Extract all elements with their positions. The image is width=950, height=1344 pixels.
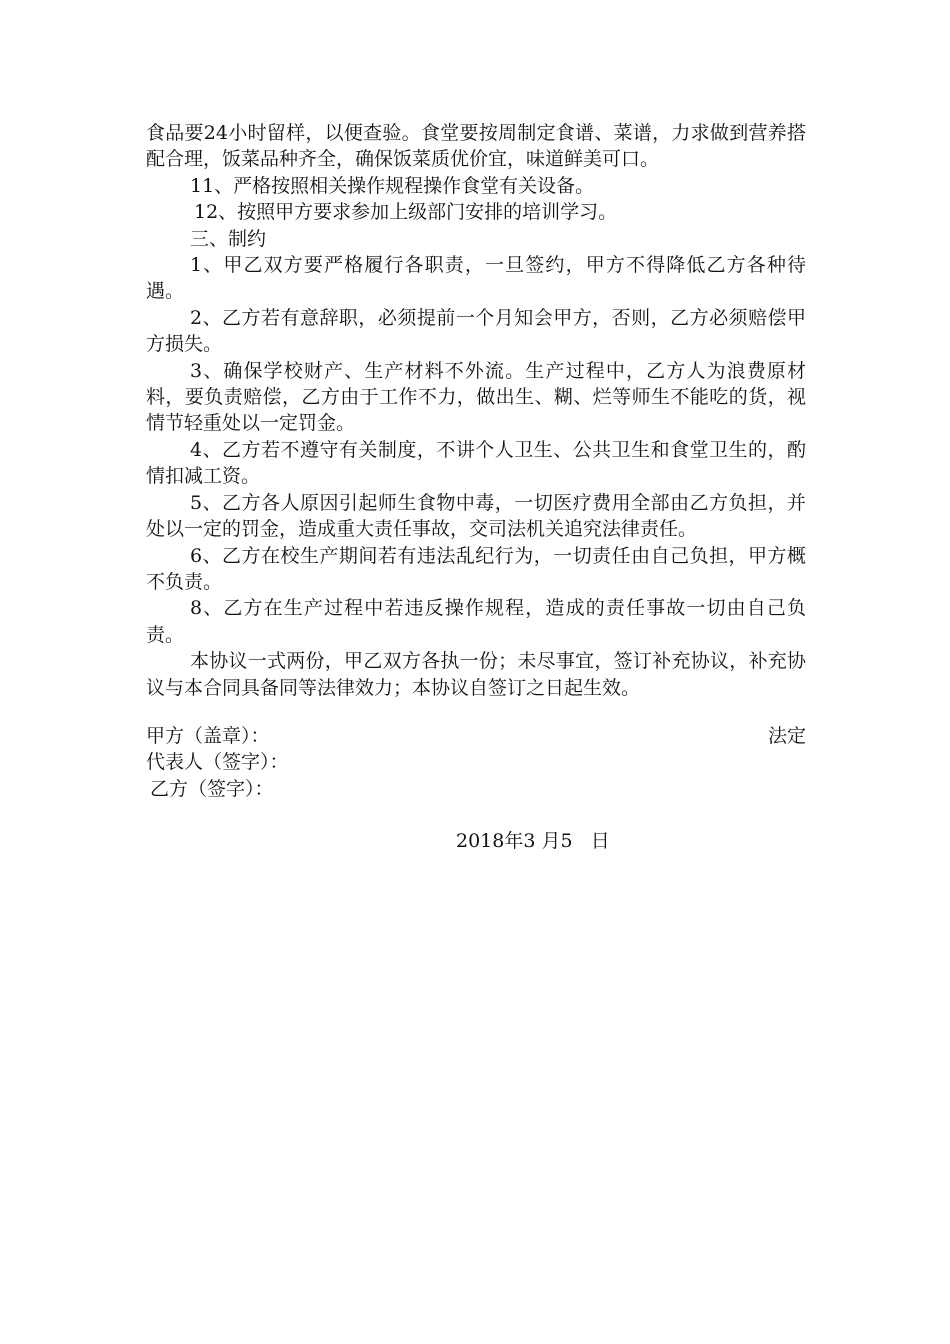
signature-block <box>146 723 806 802</box>
paragraph: 4、乙方若不遵守有关制度，不讲个人卫生、公共卫生和食堂卫生的，酌情扣减工资。 <box>146 438 806 488</box>
document-body <box>146 120 806 701</box>
signing-date: 2018年3 月5 日 <box>456 830 610 853</box>
paragraph: 食品要24小时留样，以便查验。食堂要按周制定食谱、菜谱，力求做到营养搭配合理，饭菜品种齐全，确保饭菜质优价宜，味道鲜美可口。 <box>146 122 806 171</box>
party-a-seal-label: 甲方（盖章）： <box>146 724 270 747</box>
party-b-sign-label: 乙方（签字）： <box>150 777 274 800</box>
paragraph: 5、乙方各人原因引起师生食物中毒，一切医疗费用全部由乙方负担，并处以一定的罚金，造成重大责任事故，交司法机关追究法律责任。 <box>146 491 806 541</box>
paragraph: 11、严格按照相关操作规程操作食堂有关设备。 <box>190 174 595 197</box>
paragraph: 1、甲乙双方要严格履行各职责，一旦签约，甲方不得降低乙方各种待遇。 <box>146 254 806 303</box>
document-page <box>146 120 806 855</box>
legal-rep-prefix: 法定 <box>767 724 806 747</box>
paragraph: 6、乙方在校生产期间若有违法乱纪行为，一切责任由自己负担，甲方概不负责。 <box>146 544 806 593</box>
paragraph: 8、乙方在生产过程中若违反操作规程，造成的责任事故一切由自己负责。 <box>146 597 806 646</box>
paragraph: 3、确保学校财产、生产材料不外流。生产过程中，乙方人为浪费原材料，要负责赔偿，乙方由于工作不力，做出生、糊、烂等师生不能吃的货，视情节轻重处以一定罚金。 <box>146 359 806 435</box>
paragraph: 本协议一式两份，甲乙双方各执一份；未尽事宜，签订补充协议，补充协议与本合同具备同等法律效力；本协议自签订之日起生效。 <box>146 650 806 699</box>
signature-row-party-a <box>146 723 806 749</box>
paragraph: 三、制约 <box>190 227 267 250</box>
paragraph: 12、按照甲方要求参加上级部门安排的培训学习。 <box>194 201 618 224</box>
legal-rep-label: 代表人（签字）： <box>146 751 289 774</box>
paragraph: 2、乙方若有意辞职，必须提前一个月知会甲方，否则，乙方必须赔偿甲方损失。 <box>146 306 806 356</box>
